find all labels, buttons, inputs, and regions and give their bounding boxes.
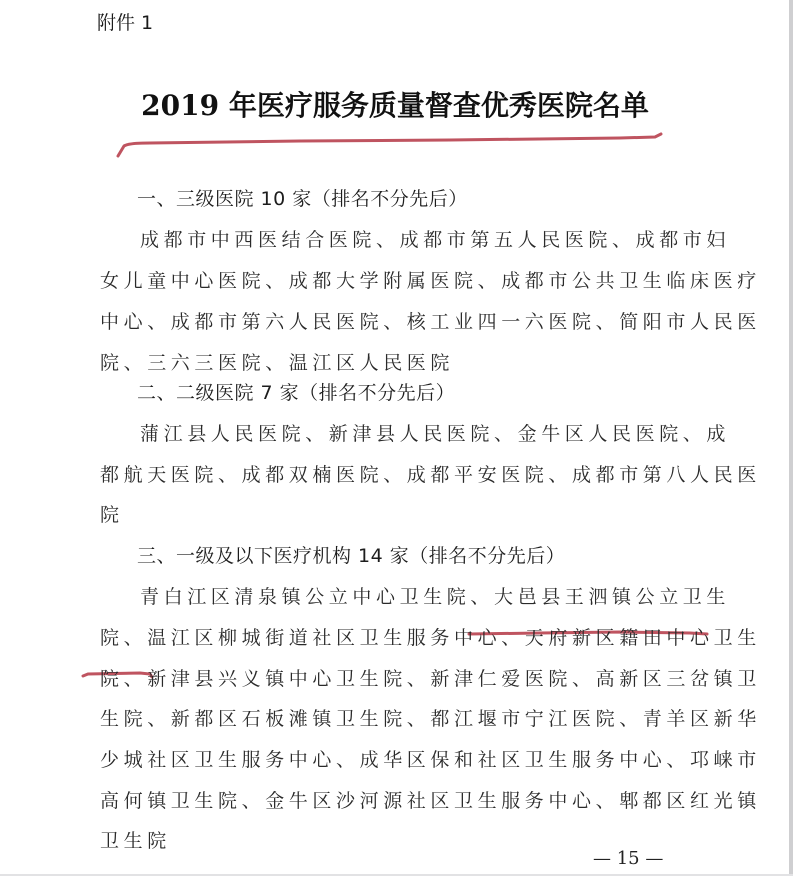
section-tier1-line: 生院、新都区石板滩镇卫生院、都江堰市宁江医院、青羊区新华 [100,708,761,730]
section-tier1-line: 青白江区清泉镇公立中心卫生院、大邑县王泗镇公立卫生 [140,586,731,608]
section-tier2-line: 蒲江县人民医院、新津县人民医院、金牛区人民医院、成 [140,423,731,445]
section-tier2-line: 都航天医院、成都双楠医院、成都平安医院、成都市第八人民医 [100,464,761,486]
section-tier3-line: 院、三六三医院、温江区人民医院 [100,352,455,374]
section-tier1-line: 卫生院 [100,830,171,852]
section-tier3-line: 成都市中西医结合医院、成都市第五人民医院、成都市妇 [140,229,731,251]
section-tier1-line: 院、温江区柳城街道社区卫生服务中心、天府新区籍田中心卫生 [100,627,761,649]
section-tier1-line: 院、新津县兴义镇中心卫生院、新津仁爱医院、高新区三岔镇卫 [100,668,761,690]
section-tier1-line: 少城社区卫生服务中心、成华区保和社区卫生服务中心、邛崃市 [100,749,761,771]
attachment-label: 附件 1 [97,12,154,34]
section-tier2-line: 院 [100,504,124,526]
page-number: — 15 — [593,848,664,869]
section-heading-tier2: 二、二级医院 7 家（排名不分先后） [137,382,456,404]
section-tier3-line: 女儿童中心医院、成都大学附属医院、成都市公共卫生临床医疗 [100,270,761,292]
section-heading-tier3: 一、三级医院 10 家（排名不分先后） [137,188,468,210]
section-tier1-line: 高何镇卫生院、金牛区沙河源社区卫生服务中心、郫都区红光镇 [100,790,761,812]
section-tier3-line: 中心、成都市第六人民医院、核工业四一六医院、简阳市人民医 [100,311,761,333]
title-underline-stroke [118,134,661,156]
page-right-edge [789,0,793,876]
document-title: 2019 年医疗服务质量督查优秀医院名单 [141,89,649,122]
section-heading-tier1: 三、一级及以下医疗机构 14 家（排名不分先后） [137,545,566,567]
